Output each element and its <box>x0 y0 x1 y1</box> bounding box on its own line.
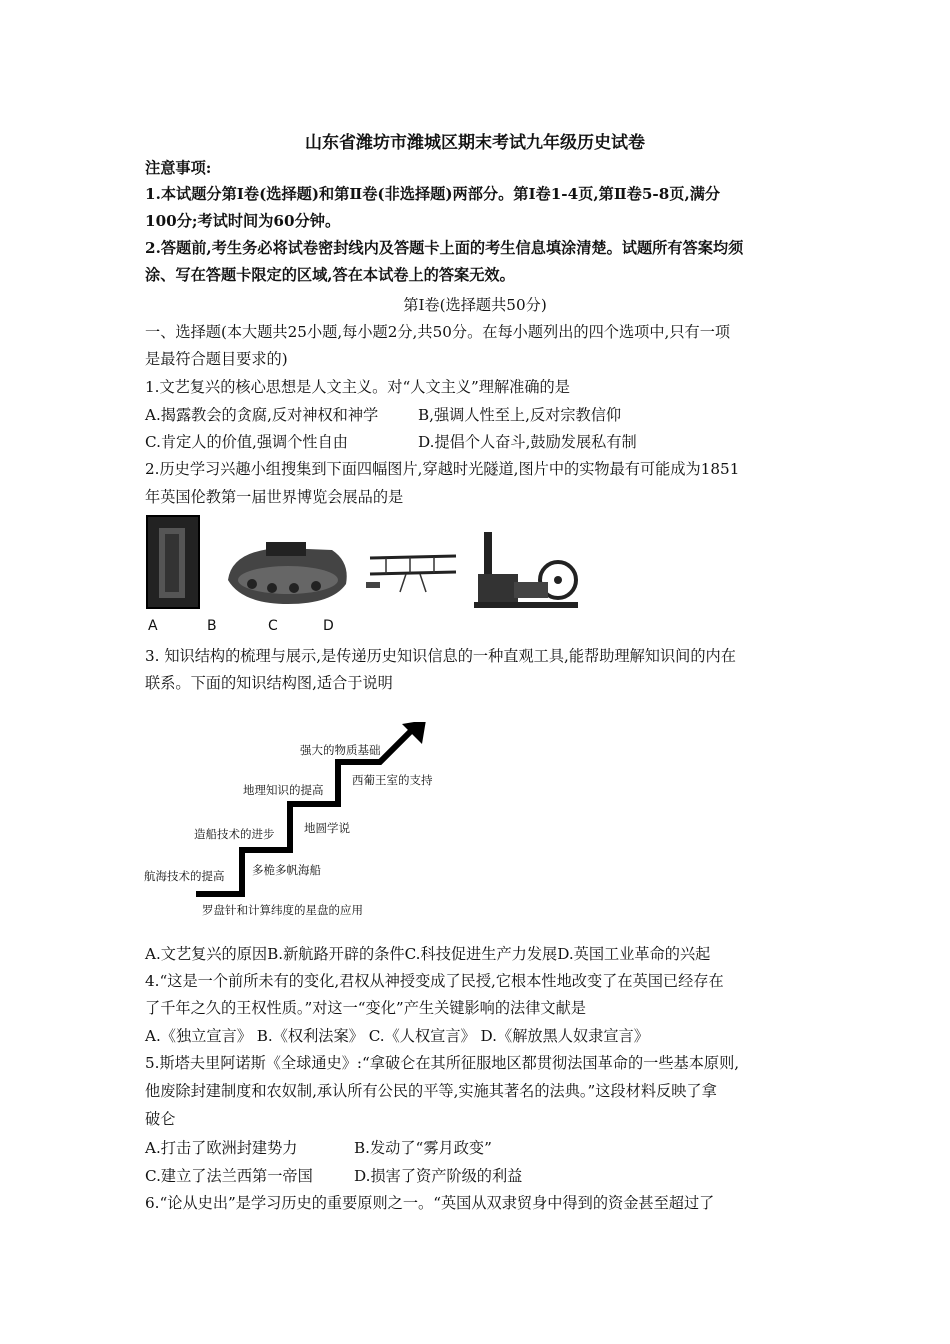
q3-options: A.文艺复兴的原因B.新航路开辟的条件C.科技促进生产力发展D.英国工业革命的兴起 <box>145 945 711 963</box>
q5-stem-2: 他废除封建制度和农奴制,承认所有公民的平等,实施其著名的法典。”这段材料反映了拿 <box>145 1082 717 1100</box>
diagram-label-compass: 罗盘针和计算纬度的星盘的应用 <box>202 903 363 917</box>
picture-label-c: C <box>268 618 278 634</box>
q5-option-b: B.发动了“雾月政变” <box>354 1139 492 1157</box>
picture-b-tank <box>222 540 352 610</box>
q5-stem-3: 破仑 <box>145 1110 176 1128</box>
diagram-label-material: 强大的物质基础 <box>300 743 381 757</box>
q2-stem-1: 2.历史学习兴趣小组搜集到下面四幅图片,穿越时光隧道,图片中的实物最有可能成为1851 <box>145 460 740 478</box>
picture-label-a: A <box>148 618 158 634</box>
diagram-label-geography: 地理知识的提高 <box>243 783 324 797</box>
section-heading: 第Ⅰ卷(选择题共50分) <box>403 296 547 314</box>
q3-stem-1: 3. 知识结构的梳理与展示,是传递历史知识信息的一种直观工具,能帮助理解知识间的内在 <box>145 647 736 665</box>
q1-option-a: A.揭露教会的贪腐,反对神权和神学 <box>145 406 379 424</box>
diagram-label-royal-support: 西葡王室的支持 <box>352 773 433 787</box>
q5-option-c: C.建立了法兰西第一帝国 <box>145 1167 313 1185</box>
picture-a-stele <box>145 514 201 610</box>
diagram-label-multimast: 多桅多帆海船 <box>252 863 321 877</box>
q4-stem-1: 4.“这是一个前所未有的变化,君权从神授变成了民授,它根本性地改变了在英国已经存在 <box>145 972 724 990</box>
q1-option-c: C.肯定人的价值,强调个性自由 <box>145 433 348 451</box>
page-title: 山东省潍坊市潍城区期末考试九年级历史试卷 <box>305 133 645 153</box>
notice-item-2b: 涂、写在答题卡限定的区域,答在本试卷上的答案无效。 <box>145 266 515 284</box>
picture-c-biplane <box>366 548 462 598</box>
part1-instructions-a: 一、选择题(本大题共25小题,每小题2分,共50分。在每小题列出的四个选项中,只有一项 <box>145 323 731 341</box>
diagram-label-shipbuilding: 造船技术的进步 <box>194 827 275 841</box>
notice-item-2a: 2.答题前,考生务必将试卷密封线内及答题卡上面的考生信息填涂清楚。试题所有答案均须 <box>145 239 744 257</box>
q6-stem-1: 6.“论从史出”是学习历史的重要原则之一。“英国从双隶贸身中得到的资金甚至超过了 <box>145 1194 715 1212</box>
q3-stem-2: 联系。下面的知识结构图,适合于说明 <box>145 674 393 692</box>
q4-stem-2: 了千年之久的王权性质。”对这一“变化”产生关键影响的法律文献是 <box>145 999 586 1017</box>
picture-label-b: B <box>207 618 217 634</box>
q5-option-d: D.损害了资产阶级的利益 <box>354 1167 523 1185</box>
picture-d-steam-engine <box>474 530 580 610</box>
notice-heading: 注意事项: <box>145 159 212 177</box>
diagram-label-navigation: 航海技术的提高 <box>144 869 225 883</box>
q1-stem: 1.文艺复兴的核心思想是人文主义。对“人文主义”理解准确的是 <box>145 378 570 396</box>
part1-instructions-b: 是最符合题目要求的) <box>145 350 288 368</box>
notice-item-1a: 1.本试题分第Ⅰ卷(选择题)和第Ⅱ卷(非选择题)两部分。第Ⅰ卷1-4页,第Ⅱ卷5-8页,满分 <box>145 185 721 203</box>
picture-label-d: D <box>323 618 334 634</box>
q2-stem-2: 年英国伦教第一届世界博览会展品的是 <box>145 488 404 506</box>
q5-stem-1: 5.斯塔夫里阿诺斯《全球通史》:“拿破仑在其所征服地区都贯彻法国革命的一些基本原则, <box>145 1054 740 1072</box>
diagram-label-round-earth: 地圆学说 <box>304 821 350 835</box>
notice-item-1b: 100分;考试时间为60分钟。 <box>145 212 341 230</box>
q1-option-b: B,强调人性至上,反对宗教信仰 <box>418 406 622 424</box>
q1-option-d: D.提倡个人奋斗,鼓励发展私有制 <box>418 433 637 451</box>
q4-options: A.《独立宣言》 B.《权利法案》 C.《人权宣言》 D.《解放黑人奴隶宣言》 <box>145 1027 649 1045</box>
q5-option-a: A.打击了欧洲封建势力 <box>145 1139 298 1157</box>
